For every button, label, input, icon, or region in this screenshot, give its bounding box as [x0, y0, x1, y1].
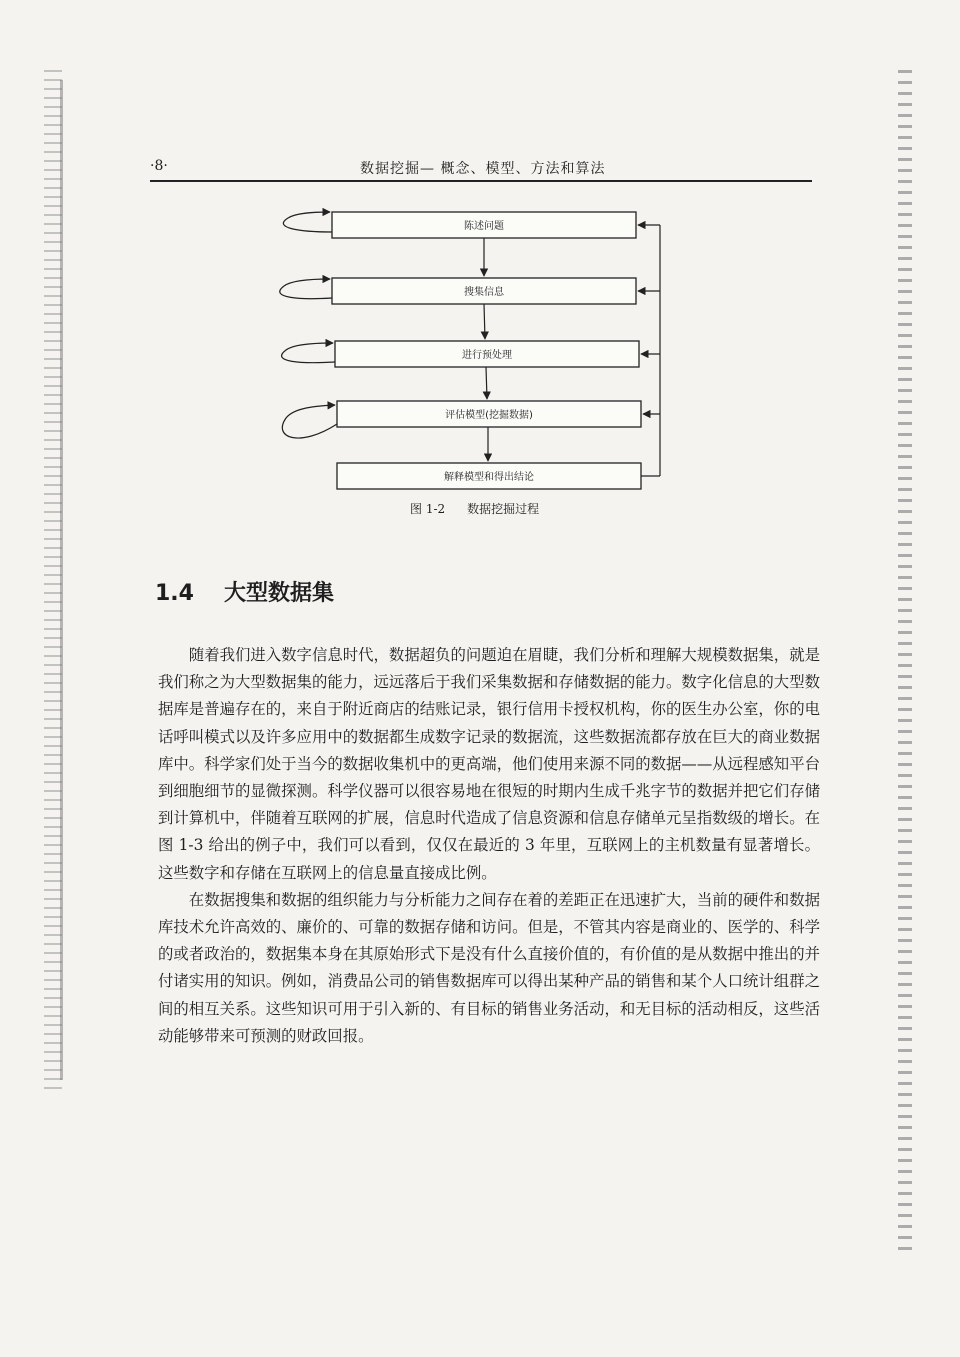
section-heading — [155, 576, 334, 607]
down-arrow-3 — [486, 367, 487, 399]
flow-label-3: 进行预处理 — [462, 350, 512, 361]
figure-caption-number: 图 1-2 — [410, 502, 446, 516]
figure-caption-text: 数据挖掘过程 — [467, 502, 540, 516]
flow-label-5: 解释模型和得出结论 — [444, 472, 534, 483]
figure-caption — [410, 500, 561, 517]
paragraph-2: 在数据搜集和数据的组织能力与分析能力之间存在着的差距正在迅速扩大，当前的硬件和数据库技术允许高效的、廉价的、可靠的数据存储和访问。但是，不管其内容是商业的、医学的、科学的或者政治的，数据集本身在其原始形式下是没有什么直接价值的，有价值的是从数据中推出的并付诸实用的知识。例如，消费品公司的销售数据库可以得出某种产品的销售和某个人口统计组群之间的相互关系。这些知识可用于引入新的、有目标的销售业务活动，和无目标的活动相反，这些活动能够带来可预测的财政回报。 — [158, 890, 820, 1045]
process-flow-diagram — [0, 0, 960, 520]
flow-label-4: 评估模型(挖掘数据) — [445, 410, 533, 421]
flow-label-2: 搜集信息 — [464, 287, 504, 298]
loop-arrow-3 — [282, 343, 335, 363]
running-title: 数据挖掘— 概念、模型、方法和算法 — [360, 161, 606, 177]
page-number: ·8· — [150, 158, 168, 174]
loop-arrow-1 — [283, 212, 332, 232]
section-title: 大型数据集 — [223, 581, 334, 606]
down-arrow-2 — [484, 304, 485, 339]
body-text — [158, 642, 820, 1050]
loop-arrow-4 — [282, 405, 337, 438]
section-number: 1.4 — [155, 581, 194, 606]
loop-arrow-2 — [280, 279, 332, 299]
flow-label-1: 陈述问题 — [464, 221, 504, 232]
paragraph-1: 随着我们进入数字信息时代，数据超负的问题迫在眉睫，我们分析和理解大规模数据集，就是我们称之为大型数据集的能力，远远落后于我们采集数据和存储数据的能力。数字化信息的大型数据库是普遍存在的，来自于附近商店的结账记录，银行信用卡授权机构，你的医生办公室，你的电话呼叫模式以及许多应用中的数据都生成数字记录的数据流，这些数据流都存放在巨大的商业数据库中。科学家们处于当今的数据收集机中的更高端，他们使用来源不同的数据——从远程感知平台到细胞细节的显微探测。科学仪器可以很容易地在很短的时期内生成千兆字节的数据并把它们存储到计算机中，伴随着互联网的扩展，信息时代造成了信息资源和信息存储单元呈指数级的增长。在图 1-3 给出的例子中，我们可以看到，仅仅在最近的 3 年里，互联网上的主机数量有显著增长。这些数字和存储在互联网上的信息量直接成比例。 — [158, 646, 820, 882]
